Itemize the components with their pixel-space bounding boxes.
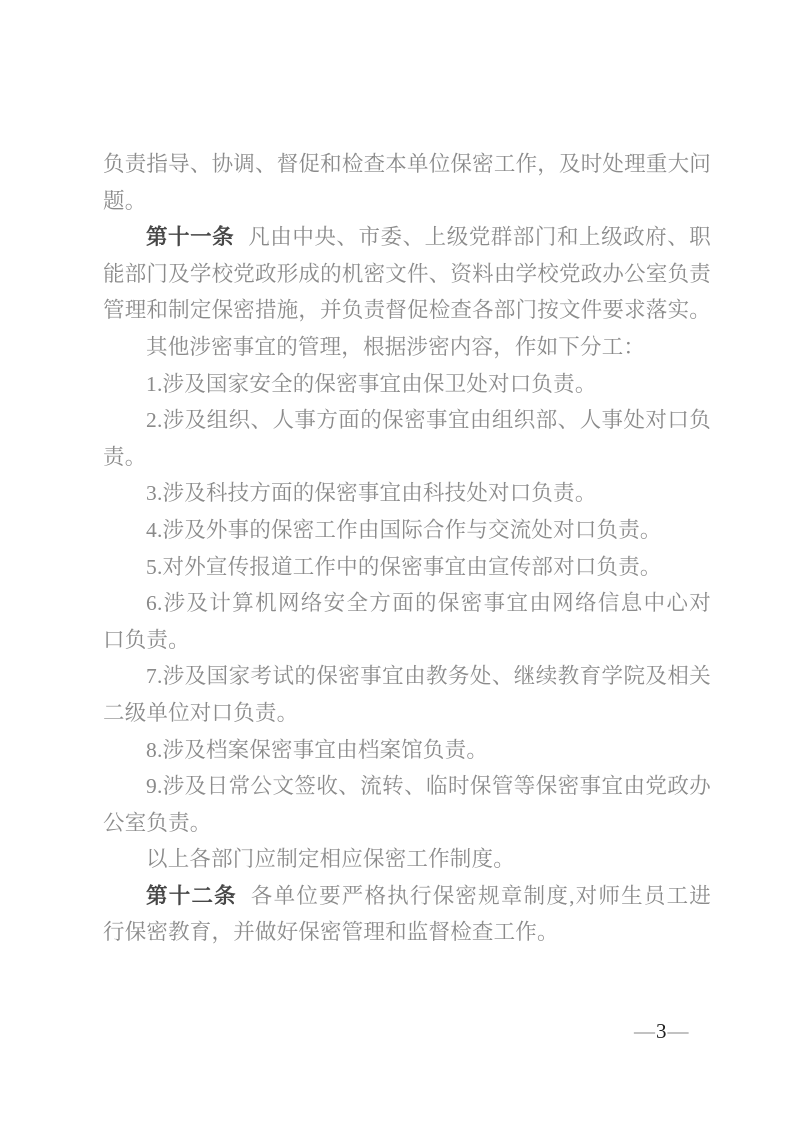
text-line [103,329,711,366]
line-text: 行保密教育，并做好保密管理和监督检查工作。 [103,920,559,945]
line-text: 各单位要严格执行保密规章制度,对师生员工进 [250,883,711,908]
line-text: 口负责。 [103,627,190,652]
page-number-value: 3 [656,1019,667,1043]
line-text: 3.涉及科技方面的保密事宜由科技处对口负责。 [146,481,597,506]
text-line [103,146,711,183]
page-number-dash-right: — [667,1019,689,1043]
line-text: 题。 [103,188,147,213]
line-text: 6.涉及计算机网络安全方面的保密事宜由网络信息中心对 [146,591,711,616]
line-text: 8.涉及档案保密事宜由档案馆负责。 [146,737,489,762]
text-line [103,292,711,329]
line-text: 能部门及学校党政形成的机密文件、资料由学校党政办公室负责 [103,261,711,286]
text-line-item-9 [103,768,711,805]
line-text: 2.涉及组织、人事方面的保密事宜由组织部、人事处对口负 [146,408,711,433]
article-heading: 第十二条 [146,883,237,908]
page-number-dash-left: — [634,1019,655,1043]
text-line-item-3 [103,475,711,512]
text-line [103,805,711,842]
text-line [103,695,711,732]
line-text: 9.涉及日常公文签收、流转、临时保管等保密事宜由党政办 [146,774,711,799]
text-line [103,914,711,951]
line-text: 1.涉及国家安全的保密事宜由保卫处对口负责。 [146,371,597,396]
document-body [103,146,711,951]
line-text: 负责指导、协调、督促和检查本单位保密工作，及时处理重大问 [103,152,711,176]
text-line [103,256,711,293]
line-text: 以上各部门应制定相应保密工作制度。 [146,847,515,872]
text-line-item-8 [103,732,711,769]
text-line-article-11 [103,219,711,256]
line-text: 责。 [103,444,147,469]
text-line-article-12 [103,878,711,915]
text-line-item-7 [103,658,711,695]
page-number [634,1019,689,1044]
line-text: 凡由中央、市委、上级党群部门和上级政府、职 [248,225,711,250]
line-text: 管理和制定保密措施，并负责督促检查各部门按文件要求落实。 [103,298,711,323]
line-text: 二级单位对口负责。 [103,700,299,725]
article-heading: 第十一条 [146,225,235,250]
line-text: 4.涉及外事的保密工作由国际合作与交流处对口负责。 [146,517,662,542]
text-line [103,183,711,220]
text-line [103,439,711,476]
text-line [103,841,711,878]
line-text: 7.涉及国家考试的保密事宜由教务处、继续教育学院及相关 [146,664,711,689]
text-line-item-5 [103,549,711,586]
line-text: 公室负责。 [103,810,212,835]
line-text: 其他涉密事宜的管理，根据涉密内容，作如下分工： [146,334,646,359]
text-line-item-4 [103,512,711,549]
text-line-item-1 [103,366,711,403]
text-line-item-2 [103,402,711,439]
text-line-item-6 [103,585,711,622]
line-text: 5.对外宣传报道工作中的保密事宜由宣传部对口负责。 [146,554,662,579]
text-line [103,622,711,659]
